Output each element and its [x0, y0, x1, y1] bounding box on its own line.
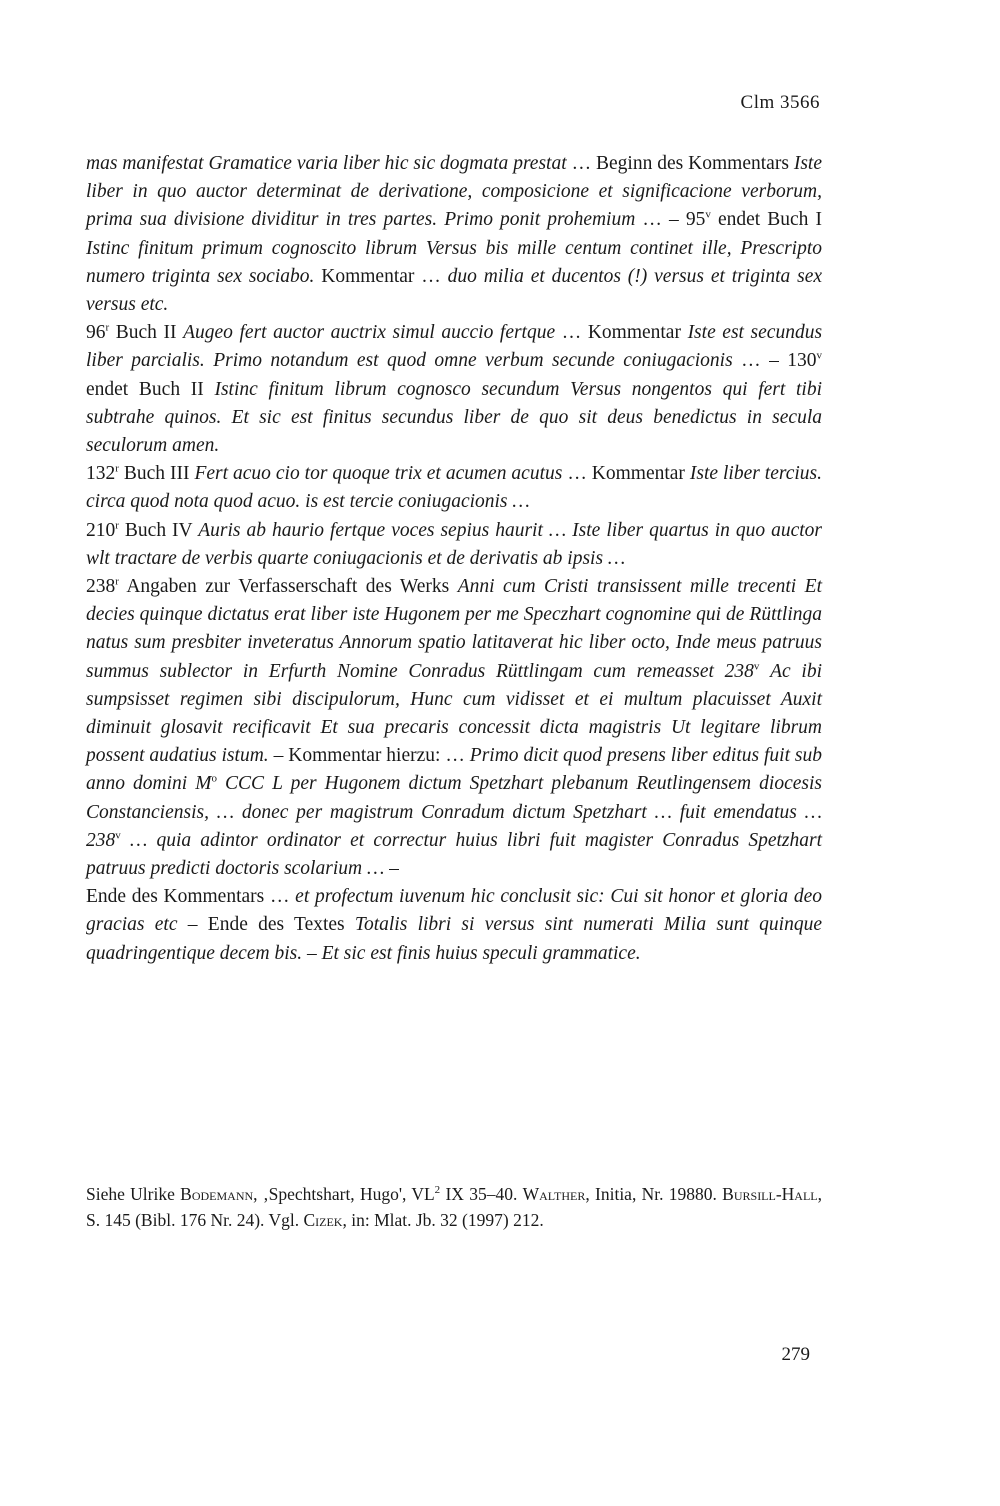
p2-folio-b-sup: v	[816, 349, 823, 362]
fn-j: , in: Mlat. Jb. 32 (1997) 212.	[342, 1210, 544, 1230]
running-head: Clm 3566	[740, 92, 820, 113]
p2-german-b: … Kommentar	[561, 322, 681, 344]
p5-german-a: Angaben zur Verfasserschaft des Werks	[126, 576, 450, 598]
p2-latin-b: Iste est secundus liber parcialis. Primo notandum est quod omne verbum secunde coniugacionis	[86, 322, 823, 372]
p3-folio: 132	[86, 463, 116, 485]
p5-latin-c: Primo dicit quod presens liber editus fuit sub anno domini M	[86, 745, 823, 795]
p3-latin-a: Fert acuo cio tor quoque trix et acumen acutus	[194, 463, 563, 485]
p5-latin-c-sup: o	[211, 772, 217, 785]
p2-latin-a: Augeo fert auctor auctrix simul auccio fertque	[183, 322, 556, 344]
paragraph-2	[86, 319, 822, 460]
paragraph-6	[86, 883, 822, 968]
fn-c: , ‚Spechtshart, Hugo', VL	[253, 1184, 435, 1204]
p4-latin-a: Auris ab haurio fertque voces sepius haurit … Iste liber quartus in quo auctor wlt tractare de verbis quarte coniugacionis et de derivatis ab ipsis …	[86, 519, 822, 569]
p4-german-a: Buch IV	[124, 519, 193, 541]
p4-folio-sup: r	[115, 519, 119, 532]
p5-folio-sup: r	[115, 575, 119, 588]
fn-h: , S. 145 (Bibl. 176 Nr. 24). Vgl.	[86, 1184, 823, 1230]
p1-folio: … – 95	[642, 209, 706, 231]
p6-latin-c: Et sic est finis huius speculi grammatice.	[321, 942, 641, 964]
p2-latin-c: Istinc finitum librum cognosco secundum Versus nongentos qui fert tibi subtrahe quinos. Et sic est finitus secundus liber de quo sit deus benedictus in secula seculorum amen.	[86, 378, 822, 457]
p2-german-a: Buch II	[115, 322, 177, 344]
paragraph-5	[86, 573, 822, 883]
paragraph-4	[86, 517, 822, 573]
p1-latin-d: duo milia et ducentos (!) versus et triginta sex versus etc.	[86, 265, 823, 316]
p5-latin-a-sup: v	[753, 660, 760, 673]
p6-german-b: – Ende des Textes	[187, 914, 345, 936]
fn-c-sup: 2	[434, 1184, 441, 1197]
p4-folio: 210	[86, 519, 116, 541]
p6-dash: –	[306, 942, 317, 964]
p3-german-b: … Kommentar	[567, 463, 685, 485]
p5-folio: 238	[86, 576, 116, 598]
fn-a: Siehe Ulrike	[86, 1184, 175, 1204]
p3-latin-b: Iste liber tercius. circa quod nota quod acuo. is est tercie coniugacionis …	[86, 463, 823, 513]
p1-latin-c: Istinc finitum primum cognoscito librum Versus bis mille centum continet ille, Prescripto numero triginta sex sociabo.	[86, 237, 822, 287]
fn-author-bursill-hall: Bursill-Hall	[722, 1184, 818, 1204]
fn-author-bodemann: Bodemann	[180, 1184, 254, 1204]
p5-german-b: – Kommentar hierzu: …	[273, 745, 465, 767]
p3-german-a: Buch III	[123, 463, 190, 485]
paragraph-3	[86, 460, 822, 516]
p2-folio: 96	[86, 322, 106, 344]
p5-latin-a: Anni cum Cristi transissent mille trecenti Et decies quinque dictatus erat liber iste Hugonem per me Speczhart cognomine qui de Rüttlinga natus sum presbiter inveteratus Annorum spatio latitaverat hic liber octo, Inde meus patruus summus sublector in Erfurth Nomine Conradus Rüttlingam cum remeasset 238	[86, 576, 823, 682]
p2-folio-sup: r	[105, 321, 110, 334]
p3-folio-sup: r	[115, 462, 119, 475]
bibliography-note	[86, 1181, 822, 1233]
p5-latin-d: CCC L per Hugonem dictum Spetzhart plebanum Reutlingensem diocesis Constanciensis, … donec per magistrum Conradum dictum Spetzhart … fuit emendatus … 238	[86, 773, 822, 851]
fn-d: IX 35–40.	[445, 1184, 518, 1204]
p1-folio-sup: v	[705, 208, 711, 221]
p2-german-c: endet Buch II	[86, 378, 204, 400]
p1-german-a: … Beginn des Kommentars	[571, 153, 789, 174]
p1-german-c: Kommentar …	[321, 265, 441, 287]
p5-latin-d-sup: v	[115, 829, 121, 842]
paragraph-1	[86, 150, 822, 319]
p6-latin-b: Totalis libri si versus sint numerati Milia sunt quinque quadringentique decem bis.	[86, 914, 823, 964]
main-text	[86, 150, 822, 968]
p1-latin-b: Iste liber in quo auctor determinat de derivatione, composicione et significacione verborum, prima sua divisione dividitur in tres partes. Primo ponit prohemium	[86, 153, 822, 231]
page-number: 279	[781, 1344, 810, 1365]
p6-german-a: Ende des Kommentars …	[86, 886, 290, 908]
p5-latin-e: … quia adintor ordinator et correctur huius libri fuit magister Conradus Spetzhart patruus predicti doctoris scolarium … –	[86, 829, 823, 880]
fn-f: , Initia, Nr. 19880.	[585, 1184, 717, 1204]
p1-latin-a: mas manifestat Gramatice varia liber hic sic dogmata prestat	[86, 153, 567, 174]
fn-author-walther: Walther	[522, 1184, 586, 1204]
p1-german-b: endet Buch I	[717, 209, 822, 231]
p2-folio-b: … – 130	[741, 350, 817, 372]
p5-latin-b: Ac ibi sumpsisset regimen sibi discipulorum, Hunc cum vidisset et ei multum placuisset Auxit diminuit glosavit recificavit Et sua precaris concessit dicta magistris Ut legitare librum possent audatius istum.	[86, 660, 822, 767]
fn-author-cizek: Cizek	[303, 1210, 343, 1230]
p6-latin-a: et profectum iuvenum hic conclusit sic: Cui sit honor et gloria deo gracias etc	[86, 886, 822, 936]
